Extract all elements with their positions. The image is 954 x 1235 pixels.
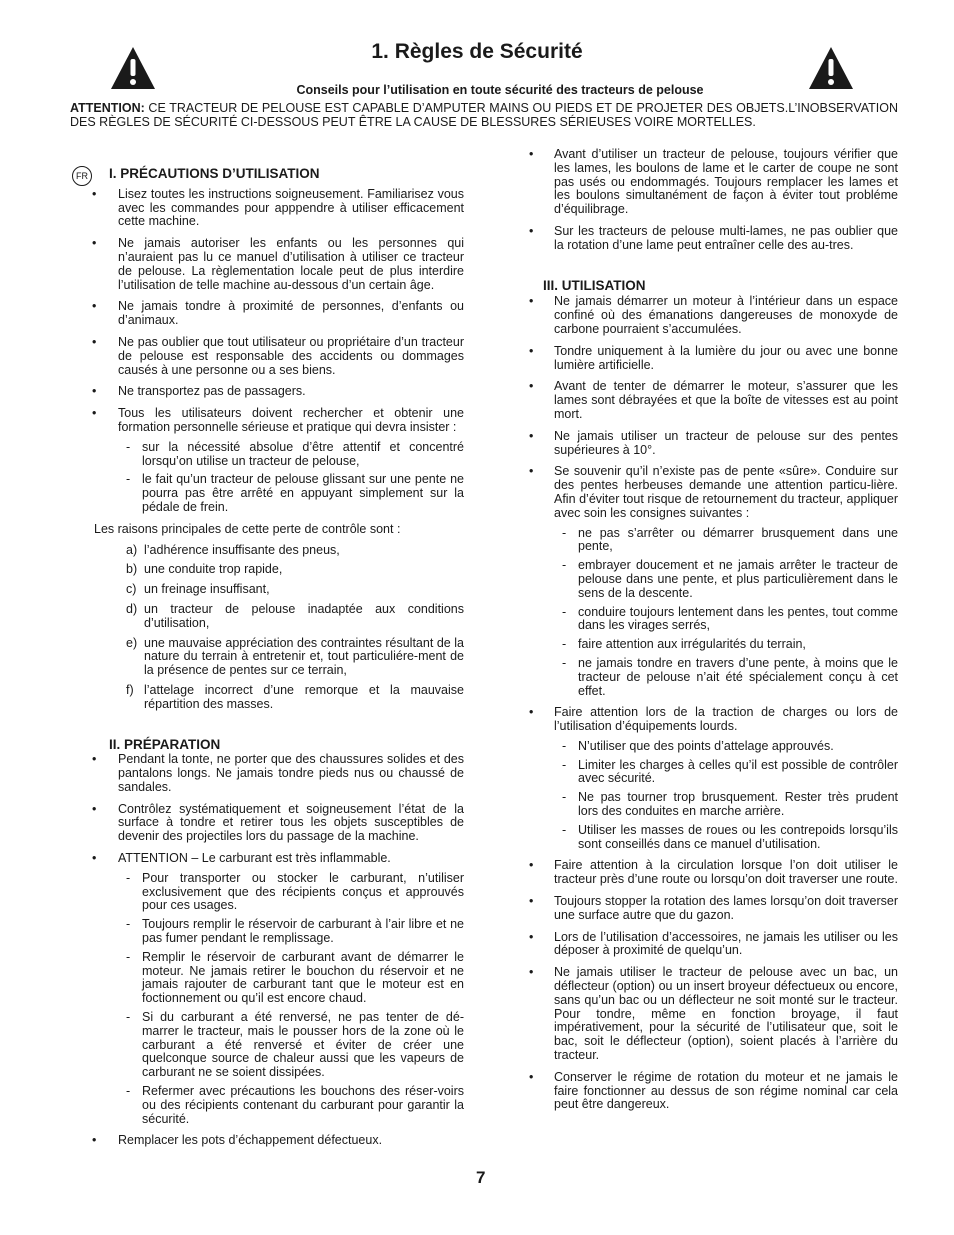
sublist-item: - Remplir le réservoir de carburant avant de démarrer le moteur. Ne jamais retirer le bouchon du réservoir et ne jamais rajouter de carburant tant que le moteur est en foctionnement ou qu’il est encore chaud. <box>126 949 464 1006</box>
page-number: 7 <box>476 1168 486 1187</box>
list-item: • Remplacer les pots d’échappement défectueux. <box>92 1133 383 1148</box>
reasons-intro: Les raisons principales de cette perte de contrôle sont : <box>94 521 401 536</box>
section-title-preparation: II. PRÉPARATION <box>109 736 221 752</box>
list-item: • Lisez toutes les instructions soigneusement. Familiarisez vous avec les commandes pour apppendre à utiliser efficacement cette machine. <box>92 186 464 229</box>
list-item: • Ne jamais tondre à proximité de personnes, d’enfants ou d’animaux. <box>92 299 464 328</box>
sublist-item: - N’utiliser que des points d’attelage approuvés. <box>562 738 834 753</box>
reason-item: d) un tracteur de pelouse inadaptée aux conditions d’utilisation, <box>126 601 464 630</box>
attention-text: CE TRACTEUR DE PELOUSE EST CAPABLE D’AMPUTER MAINS OU PIEDS ET DE PROJETER DES OBJETS.L’INOBSERVATION DES RÈGLES DE SÉCURITÉ CI-DESSOUS PEUT ÊTRE LA CAUSE DE BLESSURES SÉRIEUSES VOIRE MORTELLES. <box>70 101 898 129</box>
sublist-item: - Toujours remplir le réservoir de carburant à l’air libre et ne pas fumer pendant le remplissage. <box>126 917 464 946</box>
reason-item: a) l’adhérence insuffisante des pneus, <box>126 542 340 557</box>
reason-item: e) une mauvaise appréciation des contraintes résultant de la nature du terrain à entretenir et, tout particuliére-ment de la présence de pentes sur ce terrain, <box>126 635 464 678</box>
list-item: • Faire attention lors de la traction de charges ou lors de l’utilisation d’équipements lourds. - N’utiliser que des points d’attelage approuvés. - Limiter les charges à celles qu’il est possible de contrôler avec sécurité. - Ne pas tourner trop brusquement. Rester très prudent lors des conduites en marche arrière. - Utiliser les masses de roues ou les contrepoids lorsqu’ils sont conseillés dans ce manuel d’utilisation. <box>529 705 898 851</box>
page-subtitle: Conseils pour l’utilisation en toute sécurité des tracteurs de pelouse <box>296 83 704 97</box>
reason-item: c) un freinage insuffisant, <box>126 582 270 597</box>
list-item: • Ne jamais utiliser le tracteur de pelouse avec un bac, un déflecteur (option) ou un insert broyeur défectueux ou encore, sans qu’un bac ou un déflecteur ne soit monté sur le tracteur. Pour tondre, même en fonction broyage, il faut impérativement, pour la sécurité de l’utilisateur que, soit le bac, soit le déflecteur (option), soient placés à l’arrière du tracteur. <box>529 965 898 1063</box>
list-item: • Ne pas oublier que tout utilisateur ou propriétaire d’un tracteur de pelouse est responsable des accidents ou dommages causés à une personne ou a ses biens. <box>92 334 464 377</box>
sublist-item: - faire attention aux irrégularités du terrain, <box>562 637 806 652</box>
list-item: • Pendant la tonte, ne porter que des chaussures solides et des pantalons longs. Ne jamais tondre pieds nus ou chaussé de sandales. <box>92 752 464 794</box>
list-item: • Conserver le régime de rotation du moteur et ne jamais le faire fonctionner au dessus de son régime nominal car cela peut être dangereux. <box>529 1069 898 1112</box>
sublist-item: - Refermer avec précautions les bouchons des réser-voirs ou des récipients contenant du carburant pour garantir la sécurité. <box>126 1084 464 1126</box>
sublist-item: - Limiter les charges à celles qu’il est possible de contrôler avec sécurité. <box>562 757 898 786</box>
list-item: • Ne jamais utiliser un tracteur de pelouse sur des pentes supérieures à 10°. <box>529 428 898 457</box>
list-item: • Contrôlez systématiquement et soigneusement l’état de la surface à tondre et retirer tous les objets susceptibles de devenir des projectiles lors du passage de la machine. <box>92 801 464 844</box>
list-item: • Ne jamais démarrer un moteur à l’intérieur dans un espace confiné où des émanations dangereuses de monoxyde de carbone pourraient s’accumulées. <box>529 294 898 336</box>
list-item: • Tous les utilisateurs doivent rechercher et obtenir une formation personnelle sérieuse et pratique qui devra insister : - sur la nécessité absolue d’être attentif et concentré lorsqu’on utilise un tracteur de pelouse, - le fait qu’un tracteur de pelouse glissant sur une pente ne pourra pas être arrêté en appuyant simplement sur la pédale de frein. <box>92 406 464 514</box>
reasons-list <box>70 544 464 712</box>
sublist-item: - embrayer doucement et ne jamais arrêter le tracteur de pelouse dans une pente, et plus particulièrement dans le sens de la descente. <box>562 558 898 600</box>
attention-warning <box>70 101 898 129</box>
reason-item: f) l’attelage incorrect d’une remorque et la mauvaise répartition des masses. <box>126 682 464 711</box>
sublist-item: - sur la nécessité absolue d’être attentif et concentré lorsqu’on utilise un tracteur de pelouse, <box>126 439 464 468</box>
sublist-item: - conduire toujours lentement dans les pentes, tout comme dans les virages serrés, <box>562 604 898 633</box>
language-badge: FR <box>72 166 92 186</box>
left-column <box>70 164 464 1156</box>
section-title-utilisation: III. UTILISATION <box>543 277 646 293</box>
list-item: • Avant de tenter de démarrer le moteur, s’assurer que les lames sont débrayées et que la boîte de vitesses est au point mort. <box>529 379 898 421</box>
list-item: • Ne transportez pas de passagers. <box>92 384 306 399</box>
preparation-list-continued <box>527 148 898 253</box>
list-item: • Lors de l’utilisation d’accessoires, ne jamais les utiliser ou les déposer à proximité de quelqu’un. <box>529 929 898 958</box>
precautions-list <box>70 188 464 515</box>
sublist-item: - Ne pas tourner trop brusquement. Rester très prudent lors des conduites en marche arrière. <box>562 790 898 819</box>
sublist-item: - le fait qu’un tracteur de pelouse glissant sur une pente ne pourra pas être arrêté en appuyant simplement sur la pédale de frein. <box>126 472 464 514</box>
list-item: • Tondre uniquement à la lumière du jour ou avec une bonne lumière artificielle. <box>529 343 898 372</box>
list-item: • ATTENTION – Le carburant est très inflammable. - Pour transporter ou stocker le carburant, n’utiliser exclusivement que des récipients conçus et approuvés pour ces usages. - Toujours remplir le réservoir de carburant à l’air libre et ne pas fumer pendant le remplissage. - Remplir le réservoir de carburant avant de démarrer le moteur. Ne jamais retirer le bouchon du réservoir et ne jamais rajouter de carburant tant que le moteur est en foctionnement ou qu’il est encore chaud. - Si du carburant a été renversé, ne pas tenter de dé-marrer le tracteur, mais le pousser hors de la zone où le carburant a été renversé et éviter de créer une quelconque source de chaleur aussi que les vapeurs de carburant ne se soient dissipées. - Refermer avec précautions les bouchons des réser-voirs ou des récipients contenant du carburant pour garantir la sécurité. <box>92 851 464 1126</box>
right-column <box>527 148 898 1120</box>
sublist-item: - ne jamais tondre en travers d’une pente, à moins que le tracteur de pelouse n’ait été spécialement conçu à cet effet. <box>562 655 898 698</box>
sublist-item: - Pour transporter ou stocker le carburant, n’utiliser exclusivement que des récipients conçus et approuvés pour ces usages. <box>126 870 464 913</box>
list-item: • Sur les tracteurs de pelouse multi-lames, ne pas oublier que la rotation d’une lame peut entraîner celle des au-tres. <box>529 223 898 252</box>
section-title-precautions: I. PRÉCAUTIONS D’UTILISATION <box>109 166 320 181</box>
page-title: 1. Règles de Sécurité <box>371 40 583 63</box>
fuel-sublist <box>118 872 464 1127</box>
list-item: • Avant d’utiliser un tracteur de pelouse, toujours vérifier que les lames, les boulons de lame et le carter de coupe ne sont pas usés ou endommagés. Toujours remplacer les lames et les boulons simultanément de façon à éviter tout probléme d’équilibrage. <box>529 147 898 217</box>
load-sublist <box>554 740 898 852</box>
slope-sublist <box>554 527 898 699</box>
list-item: • Se souvenir qu’il n’existe pas de pente «sûre». Conduire sur des pentes herbeuses demande une attention particu-lière. Afin d’éviter tout risque de retournement du tracteur, appliquer avec soin les consignes suivantes : - ne pas s’arrêter ou démarrer brusquement dans une pente, - embrayer doucement et ne jamais arrêter le tracteur de pelouse dans une pente, et plus particulièrement dans le sens de la descente. - conduire toujours lentement dans les pentes, tout comme dans les virages serrés, - faire attention aux irrégularités du terrain, - ne jamais tondre en travers d’une pente, à moins que le tracteur de pelouse n’ait été spécialement conçu à cet effet. <box>529 464 898 698</box>
list-item: • Faire attention à la circulation lorsque l’on doit utiliser le tracteur près d’une route ou lorsqu’on doit traverser une route. <box>529 858 898 887</box>
preparation-list <box>70 753 464 1148</box>
training-sublist <box>118 441 464 515</box>
reason-item: b) une conduite trop rapide, <box>126 562 283 577</box>
utilisation-list <box>527 295 898 1112</box>
attention-label: ATTENTION: <box>70 101 145 115</box>
list-item: • Toujours stopper la rotation des lames lorsqu’on doit traverser une surface autre que du gazon. <box>529 894 898 922</box>
sublist-item: - Si du carburant a été renversé, ne pas tenter de dé-marrer le tracteur, mais le pousser hors de la zone où le carburant a été renversé et éviter de créer une quelconque source de chaleur aussi que les vapeurs de carburant ne se soient dissipées. <box>126 1010 464 1080</box>
list-item: • Ne jamais autoriser les enfants ou les personnes qui n’auraient pas lu ce manuel d’utilisation à utiliser ce tracteur de pelouse. La règlementation locale peut de plus interdire l’utilisation de telle machine au-dessous d’un certain âge. <box>92 236 464 292</box>
sublist-item: - Utiliser les masses de roues ou les contrepoids lorsqu’ils sont conseillés dans ce manuel d’utilisation. <box>562 822 898 851</box>
sublist-item: - ne pas s’arrêter ou démarrer brusquement dans une pente, <box>562 525 898 554</box>
